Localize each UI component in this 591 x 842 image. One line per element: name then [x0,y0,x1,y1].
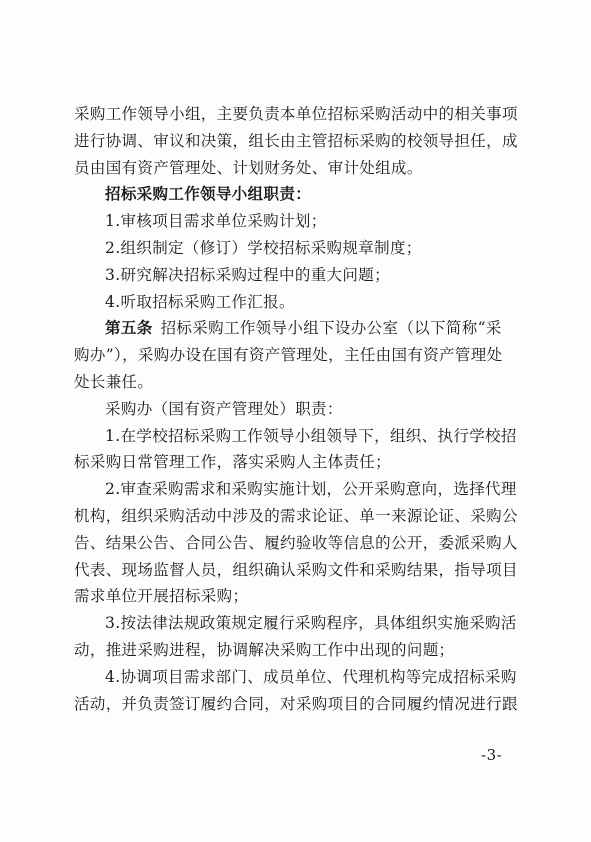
body-line: 动，推进采购进程，协调解决采购工作中出现的问题； [74,640,455,659]
page-number: -3- [481,746,503,764]
body-line: 机构，组织采购活动中涉及的需求论证、单一来源论证、采购公 [74,506,518,525]
article-line [74,315,519,342]
list-item: 1.在学校招标采购工作领导小组领导下，组织、执行学校招 [105,426,517,445]
list-item: 3.研究解决招标采购过程中的重大问题； [105,265,390,284]
section-heading: 采购办（国有资产管理处）职责： [105,399,343,418]
list-item: 1.审核项目需求单位采购计划； [105,212,327,231]
body-line: 处长兼任。 [74,372,154,391]
list-item: 3.按法律法规政策规定履行采购程序，具体组织实施采购活 [105,614,517,633]
body-line: 代表、现场监督人员，组织确认采购文件和采购结果，指导项目 [74,560,518,579]
body-line: 需求单位开展招标采购； [74,587,249,606]
list-item: 4.听取招标采购工作汇报。 [105,292,295,311]
list-item: 2.组织制定（修订）学校招标采购规章制度； [105,238,422,257]
body-line: 进行协调、审议和决策，组长由主管招标采购的校领导担任，成 [74,131,518,150]
body-line: 购办”），采购办设在国有资产管理处，主任由国有资产管理处 [74,346,503,365]
section-heading: 招标采购工作领导小组职责： [105,185,312,204]
document-body [74,101,519,717]
article-label: 第五条 [105,319,153,338]
list-item: 4.协调项目需求部门、成员单位、代理机构等完成招标采购 [105,667,517,686]
body-line: 采购工作领导小组，主要负责本单位招标采购活动中的相关事项 [74,105,518,123]
body-line: 标采购日常管理工作，落实采购人主体责任； [74,453,392,472]
body-line: 活动，并负责签订履约合同，对采购项目的合同履约情况进行跟 [74,694,518,713]
list-item: 2.审查采购需求和采购实施计划，公开采购意向，选择代理 [105,480,517,499]
body-line: 员由国有资产管理处、计划财务处、审计处组成。 [74,158,423,177]
body-line: 告、结果公告、合同公告、履约验收等信息的公开，委派采购人 [74,533,518,552]
article-text: 招标采购工作领导小组下设办公室（以下简称“采 [160,319,502,338]
